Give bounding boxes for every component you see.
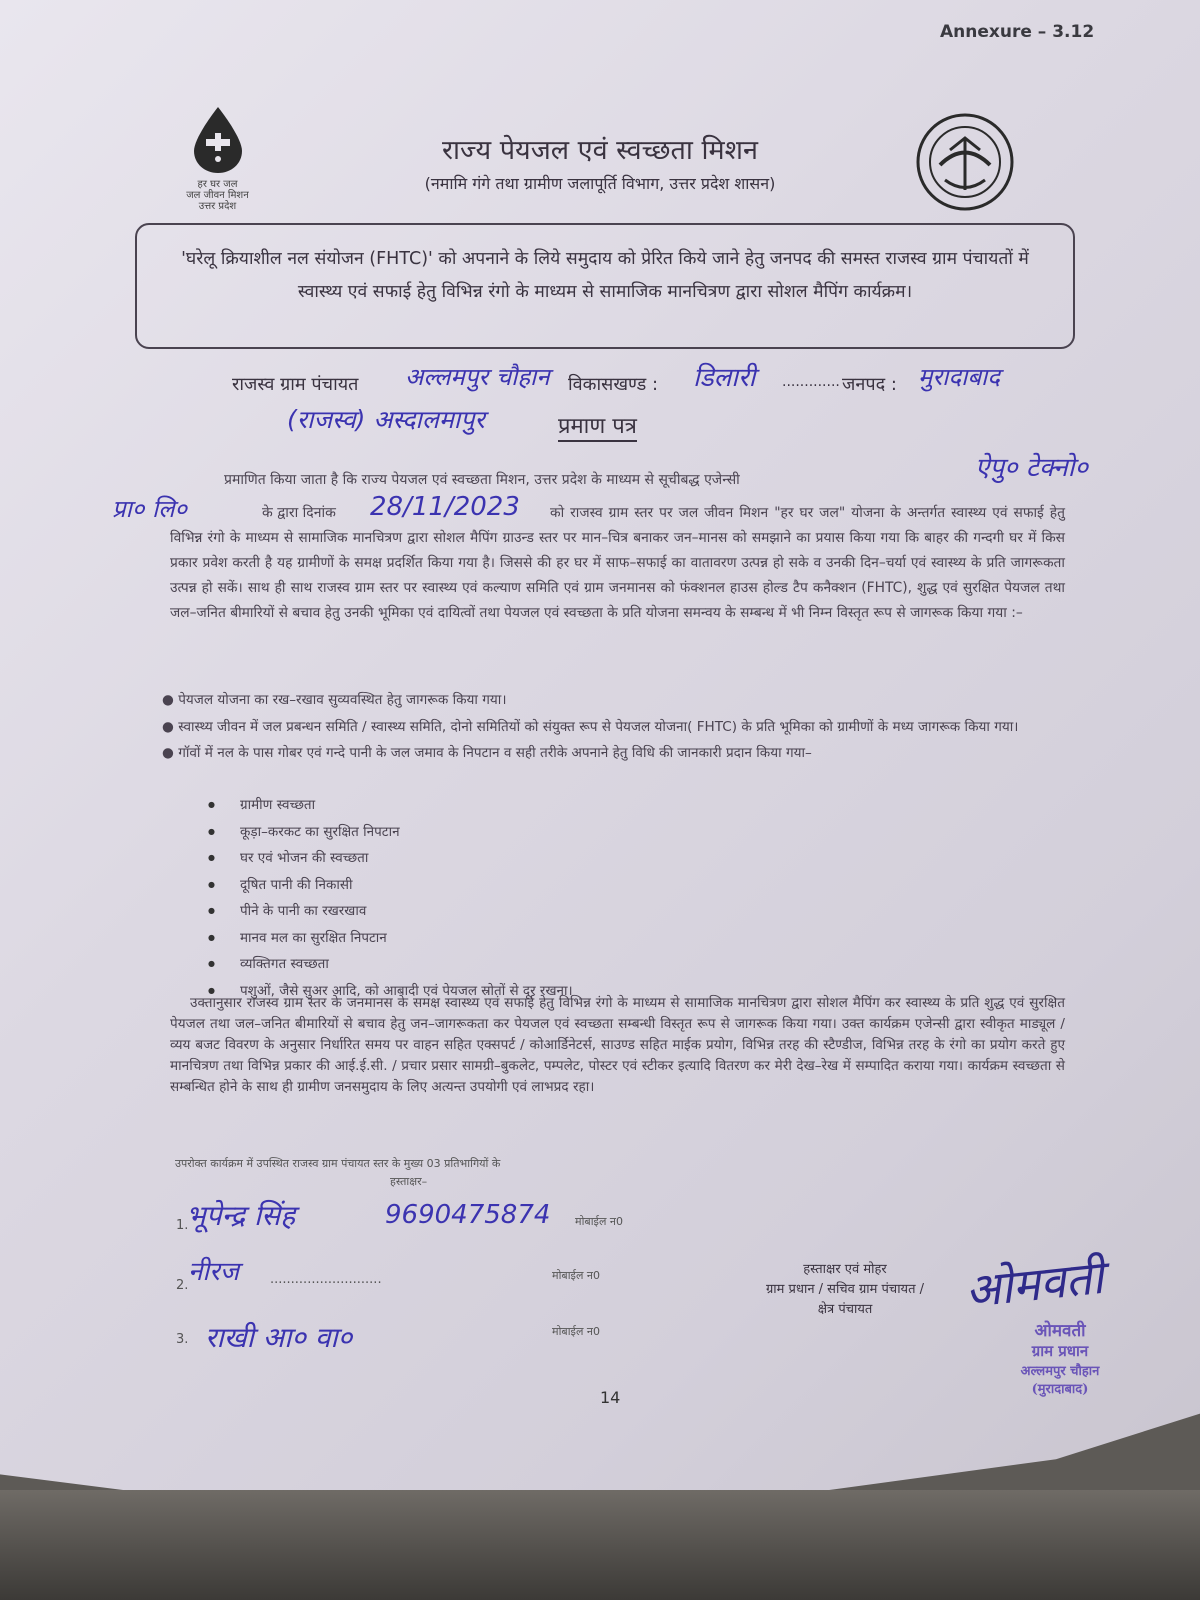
certificate-intro: प्रमाणित किया जाता है कि राज्य पेयजल एवं स्वच्छता मिशन, उत्तर प्रदेश के माध्यम से सूचीबद्ध एजेन्सी <box>224 472 740 488</box>
bullet-item: ● स्वास्थ्य जीवन में जल प्रबन्धन समिति / स्वास्थ्य समिति, दोनो समितियों को संयुक्त रूप से पेयजल योजना( FHTC) के प्रति भूमिका को ग्रामीणों के मध्य जागरूक किया गया। <box>162 719 1019 735</box>
page-number: 14 <box>600 1388 621 1407</box>
participant-number-1: 1. <box>176 1218 189 1233</box>
participant-dots-2: ........................... <box>270 1272 382 1287</box>
list-item: ● ग्रामीण स्वच्छता <box>233 793 573 820</box>
block-value: डिलारी <box>693 363 756 393</box>
block-dots: ............. <box>782 374 840 390</box>
agency-name: ऐपु० टेक्नो० <box>975 453 1088 483</box>
logo-caption-1: हर घर जल <box>197 179 238 190</box>
mobile-label-3: मोबाईल न0 <box>552 1325 601 1338</box>
stamp-line: ओमवती <box>1034 1321 1086 1341</box>
signature-label: हस्ताक्षर– <box>390 1175 428 1188</box>
list-item: ● मानव मल का सुरक्षित निपटान <box>233 926 573 953</box>
certificate-title: प्रमाण पत्र <box>558 410 637 442</box>
certificate-body: को राजस्व ग्राम स्तर पर जल जीवन मिशन "हर घर जल" योजना के अन्तर्गत स्वास्थ्य एवं सफाई हेतु विभिन्न रंगो के माध्यम से सामाजिक मानचित्रण द्वारा सोशल मैपिंग ग्राउन्ड स्तर पर मान–चित्र बनाकर जन–मानस को समझाने का प्रयास किया गया कि बाहर की गन्दगी घर में किस प्रकार प्रवेश करती है यह ग्रामीणों के समक्ष प्रदर्शित किया गया है। जिससे की हर घर में साफ–सफाई का वातावरण उत्पन्न हो सके व उनकी दिन–चर्या एवं स्वास्थ्य के प्रति जागरूकता उत्पन्न हो सकें। साथ ही साथ राजस्व ग्राम स्तर पर स्वास्थ्य एवं कल्याण समिति एवं ग्राम जनमानस को फंक्शनल हाउस होल्ड टैप कनैक्शन (FHTC), शुद्ध एवं सुरक्षित पेयजल तथा जल–जनित बीमारियों से बचाव हेतु उनकी भूमिका एवं दायित्वों तथा पेयजल एवं स्वच्छता के प्रति योजना समन्वय के सम्बन्ध में भी निम्न विस्तृत रूप से जागरूक किया गया :– <box>170 505 1065 621</box>
agency-name-cont: प्रा० लि० <box>112 495 187 523</box>
bullet-item: ● गॉवों में नल के पास गोबर एवं गन्दे पानी के जल जमाव के निपटान व सही तरीके अपनाने हेतु विधि की जानकारी प्रदान किया गया– <box>162 745 812 761</box>
participant-name-1: भूपेन्द्र सिंह <box>186 1199 296 1232</box>
sign-block-line: हस्ताक्षर एवं मोहर <box>803 1262 887 1277</box>
mission-title: राज्य पेयजल एवं स्वच्छता मिशन <box>442 135 758 166</box>
list-item: ● पशुओं, जैसे सुअर आदि, को आबादी एवं पेयजल स्रोतों से दूर रखना। <box>233 979 573 1006</box>
panchayat-value: अल्लमपुर चौहान <box>405 363 550 391</box>
mobile-label-1: मोबाईल न0 <box>575 1215 624 1228</box>
participant-number-3: 3. <box>176 1332 189 1347</box>
stamp-line: ग्राम प्रधान <box>1031 1342 1089 1360</box>
authority-signature-block <box>730 1260 960 1320</box>
participant-name-2: नीरज <box>188 1257 240 1287</box>
mobile-label-2: मोबाईल न0 <box>552 1269 601 1282</box>
annexure-label: Annexure – 3.12 <box>940 22 1095 42</box>
background-surface <box>0 1490 1200 1600</box>
revenue-village-value: (राजस्व) अस्दालमापुर <box>287 405 485 434</box>
summary-paragraph: उक्तानुसार राजस्व ग्राम स्तर के जनमानस के समक्ष स्वास्थ्य एवं सफाई हेतु विभिन्न रंगो के माध्यम से सामाजिक मानचित्रण द्वारा सोशल मैपिंग कर स्वास्थ्य के प्रति शुद्ध एवं सुरक्षित पेयजल तथा जल–जनित बीमारियों से बचाव हेतु जन–जागरूकता कर पेयजल एवं स्वच्छता सम्बन्धी विस्तृत रूप से जागरूक किया गया। उक्त कार्यक्रम एजेन्सी द्वारा स्वीकृत माड्यूल / व्यय बजट विवरण के अनुसार निर्धारित समय पर वाहन सहित एक्सपर्ट / कोआर्डिनेटर्स, साउण्ड सहित माईक प्रयोग, विभिन्न तरह की स्टैण्डीज, विभिन्न तरह के रंगो का प्रयोग करते हुए मानचित्रण तथा विभिन्न प्रकार की आई.ई.सी. / प्रचार प्रसार सामग्री–बुकलेट, पम्पलेट, पोस्टर एवं स्टीकर इत्यादि वितरण कर मेरी देख–रेख में सम्पादित कराया गया। कार्यक्रम स्वच्छता से सम्बन्धित होने के साथ ही ग्रामीण जनसमुदाय के लिए अत्यन्त उपयोगी एवं लाभप्रद रहा। <box>170 995 1065 1095</box>
by-text: के द्वारा दिनांक <box>262 505 336 521</box>
stamp-line: अल्लमपुर चौहान <box>1020 1364 1100 1379</box>
logo-caption-3: उत्तर प्रदेश <box>198 201 237 212</box>
sign-block-line: क्षेत्र पंचायत <box>817 1302 873 1317</box>
logo-caption-2: जल जीवन मिशन <box>186 190 249 201</box>
list-item: ● व्यक्तिगत स्वच्छता <box>233 952 573 979</box>
program-date: 28/11/2023 <box>370 492 520 522</box>
list-item: ● घर एवं भोजन की स्वच्छता <box>233 846 573 873</box>
list-item: ● दूषित पानी की निकासी <box>233 873 573 900</box>
sanitation-topics-list <box>233 793 573 1005</box>
mission-subtitle: (नमामि गंगे तथा ग्रामीण जलापूर्ति विभाग, उत्तर प्रदेश शासन) <box>424 174 776 193</box>
participants-note: उपरोक्त कार्यक्रम में उपस्थित राजस्व ग्राम पंचायत स्तर के मुख्य 03 प्रतिभागियों के <box>175 1157 501 1170</box>
participant-number-2: 2. <box>176 1278 189 1293</box>
block-label: विकासखण्ड : <box>568 374 659 395</box>
pradhan-stamp <box>955 1318 1165 1397</box>
pradhan-signature: ओमवती <box>962 1249 1106 1319</box>
stamp-line: (मुरादाबाद) <box>1031 1382 1089 1397</box>
sign-block-line: ग्राम प्रधान / सचिव ग्राम पंचायत / <box>765 1282 925 1297</box>
program-title-box: 'घरेलू क्रियाशील नल संयोजन (FHTC)' को अपनाने के लिये समुदाय को प्रेरित किये जाने हेतु जनपद की समस्त राजस्व ग्राम पंचायतों में स्वास्थ्य एवं सफाई हेतु विभिन्न रंगो के माध्यम से सामाजिक मानचित्रण द्वारा सोशल मैपिंग कार्यक्रम। <box>135 223 1075 349</box>
bullet-item: ● पेयजल योजना का रख–रखाव सुव्यवस्थित हेतु जागरूक किया गया। <box>162 692 507 708</box>
district-label: जनपद : <box>842 374 897 395</box>
list-item: ● पीने के पानी का रखरखाव <box>233 899 573 926</box>
district-value: मुरादाबाद <box>918 363 1001 391</box>
list-item: ● कूड़ा–करकट का सुरक्षित निपटान <box>233 820 573 847</box>
participant-name-3: राखी आ० वा० <box>205 1321 353 1354</box>
bullet-list <box>162 688 1067 766</box>
participant-mobile-1: 9690475874 <box>385 1200 551 1230</box>
panchayat-label: राजस्व ग्राम पंचायत <box>232 374 359 395</box>
